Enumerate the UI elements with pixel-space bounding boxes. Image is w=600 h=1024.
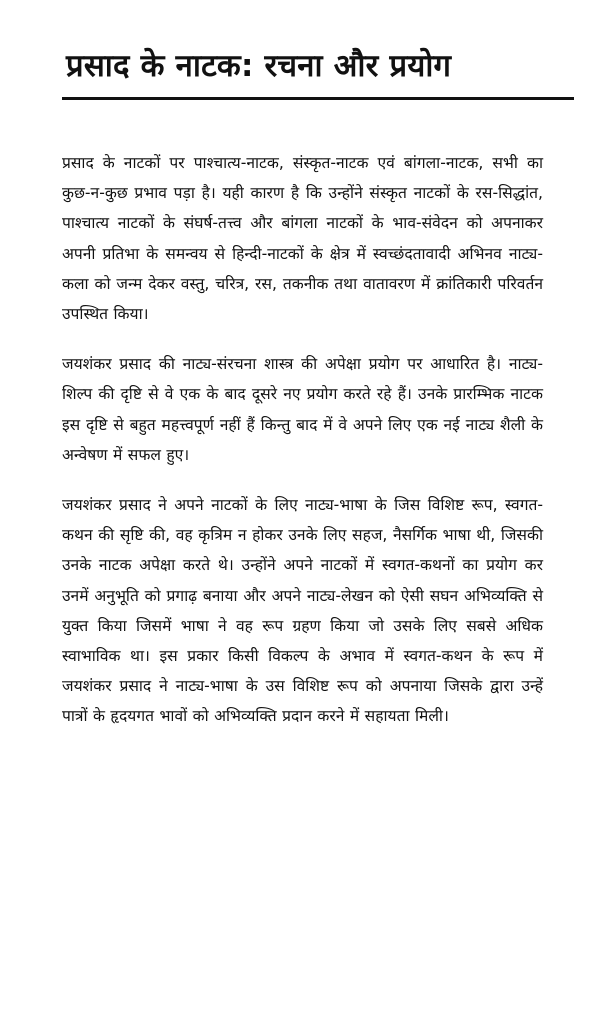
body-text bbox=[62, 148, 543, 752]
paragraph-structure: जयशंकर प्रसाद की नाट्य-संरचना शास्त्र की अपेक्षा प्रयोग पर आधारित है। नाट्य-शिल्प की दृष्टि से वे एक के बाद दूसरे नए प्रयोग करते रहे हैं। उनके प्रारम्भिक नाटक इस दृष्टि से बहुत महत्त्वपूर्ण नहीं हैं किन्तु बाद में वे अपने लिए एक नई नाट्य शैली के अन्वेषण में सफल हुए। bbox=[62, 355, 543, 464]
chapter-title: प्रसाद के नाटक: रचना और प्रयोग bbox=[66, 48, 452, 84]
title-underline-rule bbox=[62, 97, 574, 100]
paragraph-influences: प्रसाद के नाटकों पर पाश्चात्य-नाटक, संस्कृत-नाटक एवं बांगला-नाटक, सभी का कुछ-न-कुछ प्रभाव पड़ा है। यही कारण है कि उन्होंने संस्कृत नाटकों के रस-सिद्धांत, पाश्चात्य नाटकों के संघर्ष-तत्त्व और बांगला नाटकों के भाव-संवेदन को अपनाकर अपनी प्रतिभा के समन्वय से हिन्दी-नाटकों के क्षेत्र में स्वच्छंदतावादी अभिनव नाट्य-कला को जन्म देकर वस्तु, चरित्र, रस, तकनीक तथा वातावरण में क्रांतिकारी परिवर्तन उपस्थित किया। bbox=[62, 154, 543, 324]
paragraph-soliloquy: जयशंकर प्रसाद ने अपने नाटकों के लिए नाट्य-भाषा के जिस विशिष्ट रूप, स्वगत-कथन की सृष्टि की, वह कृत्रिम न होकर उनके लिए सहज, नैसर्गिक भाषा थी, जिसकी उनके नाटक अपेक्षा करते थे। उन्होंने अपने नाटकों में स्वगत-कथनों का प्रयोग कर उनमें अनुभूति को प्रगाढ़ बनाया और अपने नाट्य-लेखन को ऐसी सघन अभिव्यक्ति से युक्त किया जिसमें भाषा ने वह रूप ग्रहण किया जो उसके लिए सबसे अधिक स्वाभाविक था। इस प्रकार किसी विकल्प के अभाव में स्वगत-कथन के रूप में जयशंकर प्रसाद ने नाट्य-भाषा के उस विशिष्ट रूप को अपनाया जिसके द्वारा उन्हें पात्रों के हृदयगत भावों को अभिव्यक्ति प्रदान करने में सहायता मिली। bbox=[62, 496, 543, 726]
